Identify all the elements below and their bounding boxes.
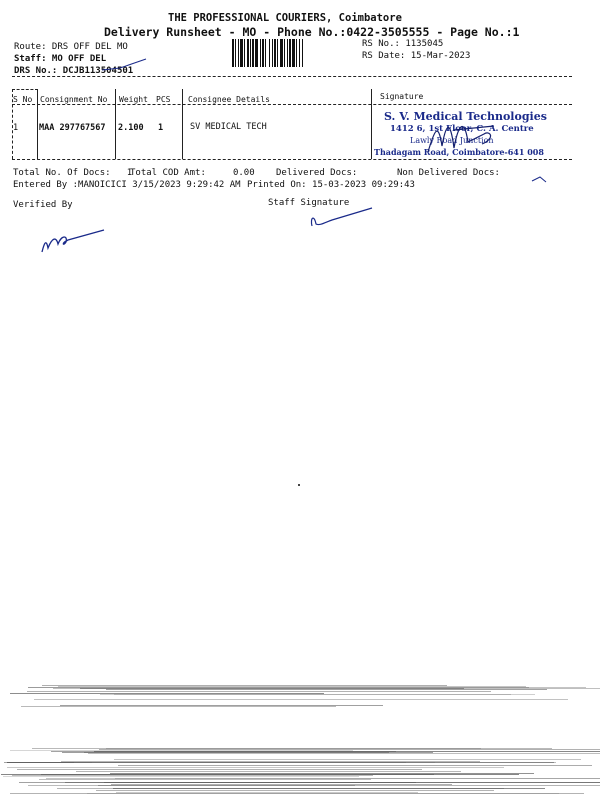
scan-noise-line: [27, 691, 491, 692]
verified-by-label: Verified By: [13, 200, 73, 210]
scan-dot: [298, 484, 300, 486]
signature-scribble-icon: [424, 112, 504, 160]
drs-number: DRS No.: DCJB113504501: [14, 66, 134, 76]
scan-noise-line: [21, 706, 336, 707]
scan-noise-line: [104, 782, 416, 783]
scan-noise-band: [0, 684, 600, 708]
scan-noise-line: [113, 788, 545, 789]
row-weight: 2.100: [118, 123, 144, 133]
scan-noise-line: [111, 784, 452, 785]
route-label: Route: DRS OFF DEL MO: [14, 42, 128, 52]
row-consignment: MAA 297767567: [39, 123, 106, 133]
col-divider: [37, 89, 38, 159]
scan-noise-line: [10, 793, 584, 794]
scan-noise-line: [34, 699, 568, 700]
small-mark-icon: [530, 174, 550, 184]
col-header-pcs: PCS: [156, 95, 171, 104]
stamp-line-3: Lawly Road Junction: [410, 136, 494, 145]
table-header-rule: [12, 104, 572, 105]
rs-number: RS No.: 1135045: [362, 39, 444, 49]
col-header-weight: Weight: [119, 95, 148, 104]
scan-noise-line: [106, 689, 547, 690]
scan-noise-line: [39, 779, 371, 780]
stamp-line-2: 1412 6, 1st Floor, C. A. Centre: [390, 124, 534, 134]
col-divider: [182, 89, 183, 159]
delivered-docs: Delivered Docs:: [276, 168, 358, 178]
table-top-rule: [12, 76, 572, 77]
scan-noise-line: [42, 685, 447, 686]
runsheet-title: Delivery Runsheet - MO - Phone No.:0422-3505555 - Page No.:1: [104, 25, 520, 39]
staff-signature-label: Staff Signature: [268, 198, 350, 208]
col-divider: [115, 89, 116, 159]
scan-noise-line: [100, 694, 535, 695]
entered-by: Entered By :MANOICICI 3/15/2023 9:29:42 AM: [13, 180, 241, 190]
staff-label: Staff: MO OFF DEL: [14, 54, 107, 64]
barcode-bar: [303, 39, 304, 67]
scan-noise-line: [12, 775, 373, 776]
scan-noise-line: [116, 792, 418, 793]
rs-date: RS Date: 15-Mar-2023: [362, 51, 471, 61]
barcode: [232, 39, 352, 67]
row-pcs: 1: [158, 123, 164, 133]
scan-noise-line: [118, 765, 592, 766]
staff-signature-icon: [306, 204, 376, 230]
col-header-consignment: Consignment No: [40, 95, 108, 104]
scan-noise-line: [96, 790, 494, 791]
total-docs: Total No. Of Docs: 1: [13, 168, 133, 178]
scan-noise-line: [115, 778, 600, 779]
scan-noise-line: [4, 762, 554, 763]
stamp-line-1: S. V. Medical Technologies: [384, 110, 547, 123]
total-cod: Total COD Amt: 0.00: [130, 168, 255, 178]
scan-noise-line: [99, 749, 600, 750]
scan-noise-band: [0, 746, 600, 800]
verified-signature-icon: [38, 226, 108, 256]
scan-noise-line: [76, 771, 461, 772]
col-header-consignee: Consignee Details: [188, 95, 270, 104]
scan-noise-line: [114, 759, 581, 760]
row-consignee: SV MEDICAL TECH: [190, 122, 267, 132]
col-header-signature: Signature: [380, 92, 424, 101]
scan-noise-line: [88, 753, 600, 754]
stamp-line-4: Thadagam Road, Coimbatore-641 008: [374, 147, 544, 157]
row-sno: 1: [13, 123, 19, 133]
company-title: THE PROFESSIONAL COURIERS, Coimbatore: [168, 12, 402, 24]
scan-noise-line: [91, 687, 586, 688]
scan-noise-line: [17, 769, 422, 770]
scan-noise-line: [98, 785, 600, 786]
printed-on: Printed On: 15-03-2023 09:29:43: [247, 180, 415, 190]
col-divider: [371, 89, 372, 159]
scan-noise-line: [3, 776, 359, 777]
company-stamp: [374, 108, 574, 160]
non-delivered-docs: Non Delivered Docs:: [397, 168, 500, 178]
scan-noise-line: [7, 767, 504, 768]
col-header-sno: S No: [13, 95, 33, 104]
table-header-top-rule: [12, 89, 38, 90]
pen-tick-icon: [100, 56, 150, 76]
